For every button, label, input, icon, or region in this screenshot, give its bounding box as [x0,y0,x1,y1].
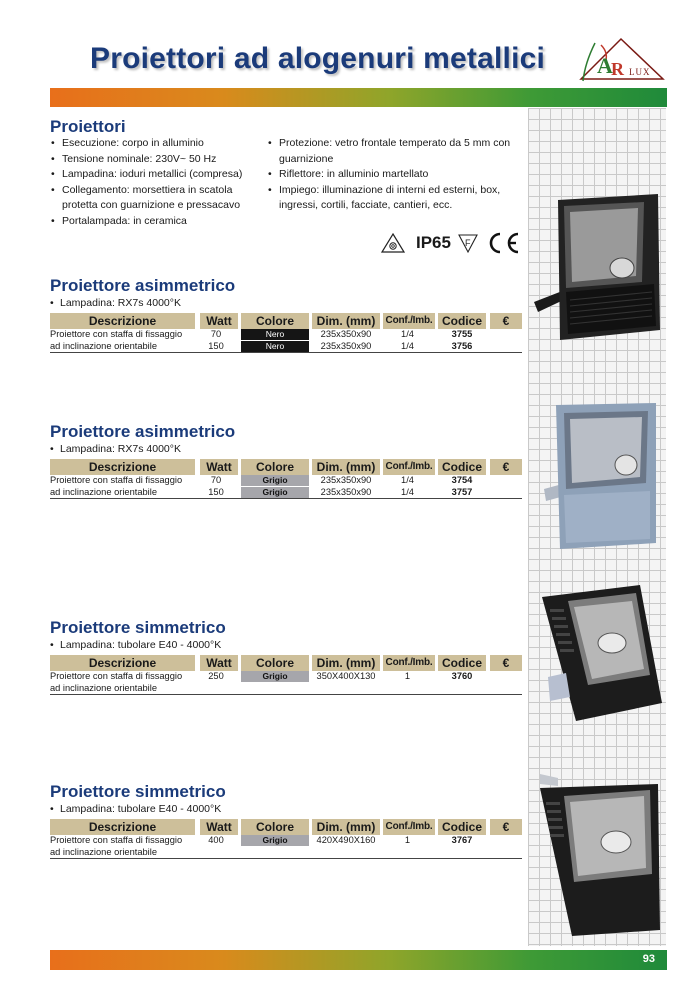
svg-text:F: F [464,238,471,248]
cell-dim: 235x350x90 [320,487,372,497]
cell-watt: 150 [208,341,224,351]
col-header-desc: Descrizione [50,313,195,329]
footer-band [50,950,667,970]
cell-watt: 70 [210,329,222,339]
product-section [50,782,522,858]
floodlight-grey-image [544,403,660,551]
cell-desc: ad inclinazione orientabile [50,683,157,693]
col-header-color: Colore [241,459,309,475]
col-header-watt: Watt [200,655,238,671]
floodlight-symmetric-250w-image [536,585,666,725]
table-header [50,459,522,475]
logo-text: LUX [629,67,651,77]
feature-item: • Lampadina: ioduri metallici (compresa) [50,167,265,183]
table-header [50,655,522,671]
double-insulation-icon [380,232,406,254]
col-header-watt: Watt [200,313,238,329]
cell-desc: ad inclinazione orientabile [50,847,157,857]
col-header-conf: Conf./Imb. [383,313,435,329]
lamp-spec: Lampadina: tubolare E40 - 4000°K [60,803,222,815]
intro-heading: Proiettori [50,117,126,136]
col-header-color: Colore [241,819,309,835]
feature-item: • Collegamento: morsettiera in scatola protetta con guarnizione e pressacavo [50,183,265,214]
product-section [50,422,522,498]
certification-row [380,230,521,256]
floodlight-black-image [530,192,666,342]
col-header-dim: Dim. (mm) [312,313,380,329]
svg-text:A: A [597,53,613,78]
table-header [50,819,522,835]
cell-watt: 250 [208,671,224,681]
cell-color: Grigio [241,475,309,486]
svg-text:R: R [611,59,624,79]
section-subtitle: • Lampadina: RX7s 4000°K [50,297,181,309]
product-section [50,618,522,694]
feature-item: • Portalampada: in ceramica [50,214,265,230]
section-title: Proiettore simmetrico [50,782,226,801]
cell-code: 3755 [451,329,473,339]
ip-rating: IP65 [416,233,451,252]
cell-code: 3760 [451,671,473,681]
cell-conf: 1 [404,671,411,681]
col-header-price: € [490,313,522,329]
page-title: Proiettori ad alogenuri metallici [90,42,546,75]
feature-item: • Tensione nominale: 230V~ 50 Hz [50,152,265,168]
cell-dim: 235x350x90 [320,475,372,485]
cell-dim: 235x350x90 [320,329,372,339]
cell-conf: 1/4 [401,341,414,351]
col-header-code: Codice [438,819,486,835]
table-row [50,475,522,486]
cell-color: Grigio [241,487,309,498]
cell-color: Nero [241,329,309,340]
cell-code: 3754 [451,475,473,485]
cell-watt: 70 [210,475,222,485]
cell-dim: 420X490X160 [316,835,376,845]
col-header-desc: Descrizione [50,459,195,475]
feature-item: • Impiego: illuminazione di interni ed esterni, box, ingressi, cortili, facciate, cantieri, ecc. [267,183,522,214]
section-subtitle: • Lampadina: tubolare E40 - 4000°K [50,803,222,815]
col-header-conf: Conf./Imb. [383,655,435,671]
section-subtitle: • Lampadina: RX7s 4000°K [50,443,181,455]
col-header-price: € [490,459,522,475]
feature-item: • Protezione: vetro frontale temperato da 5 mm con guarnizione [267,136,522,167]
table-rule [50,858,522,859]
table-row [50,683,522,694]
f-mark-icon [457,232,479,254]
col-header-desc: Descrizione [50,655,195,671]
table-row [50,847,522,858]
table-header [50,313,522,329]
cell-code: 3767 [451,835,473,845]
page-number: 93 [642,953,655,965]
col-header-dim: Dim. (mm) [312,459,380,475]
col-header-code: Codice [438,313,486,329]
col-header-price: € [490,655,522,671]
intro-features-left [50,136,265,229]
feature-item: • Esecuzione: corpo in alluminio [50,136,265,152]
col-header-code: Codice [438,655,486,671]
cell-code: 3757 [451,487,473,497]
cell-desc: Proiettore con staffa di fissaggio [50,671,183,681]
cell-color: Grigio [241,671,309,682]
table-row [50,341,522,352]
cell-conf: 1/4 [401,475,414,485]
cell-conf: 1 [404,835,411,845]
company-logo [575,33,667,85]
col-header-conf: Conf./Imb. [383,459,435,475]
col-header-conf: Conf./Imb. [383,819,435,835]
cell-dim: 235x350x90 [320,341,372,351]
section-title: Proiettore simmetrico [50,618,226,637]
lamp-spec: Lampadina: RX7s 4000°K [60,443,181,455]
table-rule [50,498,522,499]
cell-watt: 400 [208,835,224,845]
section-subtitle: • Lampadina: tubolare E40 - 4000°K [50,639,222,651]
cell-watt: 150 [208,487,224,497]
header-band [50,88,667,107]
cell-desc: Proiettore con staffa di fissaggio [50,329,183,339]
col-header-price: € [490,819,522,835]
col-header-color: Colore [241,313,309,329]
cell-color: Nero [241,341,309,352]
col-header-watt: Watt [200,459,238,475]
cell-color: Grigio [241,835,309,846]
feature-item: • Riflettore: in alluminio martellato [267,167,522,183]
table-row [50,671,522,682]
col-header-dim: Dim. (mm) [312,819,380,835]
table-row [50,835,522,846]
section-title: Proiettore asimmetrico [50,422,236,441]
intro-features-right [267,136,522,214]
cell-conf: 1/4 [401,487,414,497]
col-header-watt: Watt [200,819,238,835]
cell-desc: Proiettore con staffa di fissaggio [50,835,183,845]
ce-mark-icon [485,231,521,255]
col-header-color: Colore [241,655,309,671]
lamp-spec: Lampadina: tubolare E40 - 4000°K [60,639,222,651]
cell-conf: 1/4 [401,329,414,339]
col-header-dim: Dim. (mm) [312,655,380,671]
col-header-code: Codice [438,459,486,475]
floodlight-symmetric-400w-image [536,774,664,942]
table-rule [50,694,522,695]
table-row [50,329,522,340]
table-rule [50,352,522,353]
cell-desc: ad inclinazione orientabile [50,341,157,351]
cell-desc: Proiettore con staffa di fissaggio [50,475,183,485]
product-section [50,276,522,352]
cell-desc: ad inclinazione orientabile [50,487,157,497]
table-row [50,487,522,498]
cell-code: 3756 [451,341,473,351]
cell-dim: 350X400X130 [316,671,376,681]
col-header-desc: Descrizione [50,819,195,835]
section-title: Proiettore asimmetrico [50,276,236,295]
lamp-spec: Lampadina: RX7s 4000°K [60,297,181,309]
